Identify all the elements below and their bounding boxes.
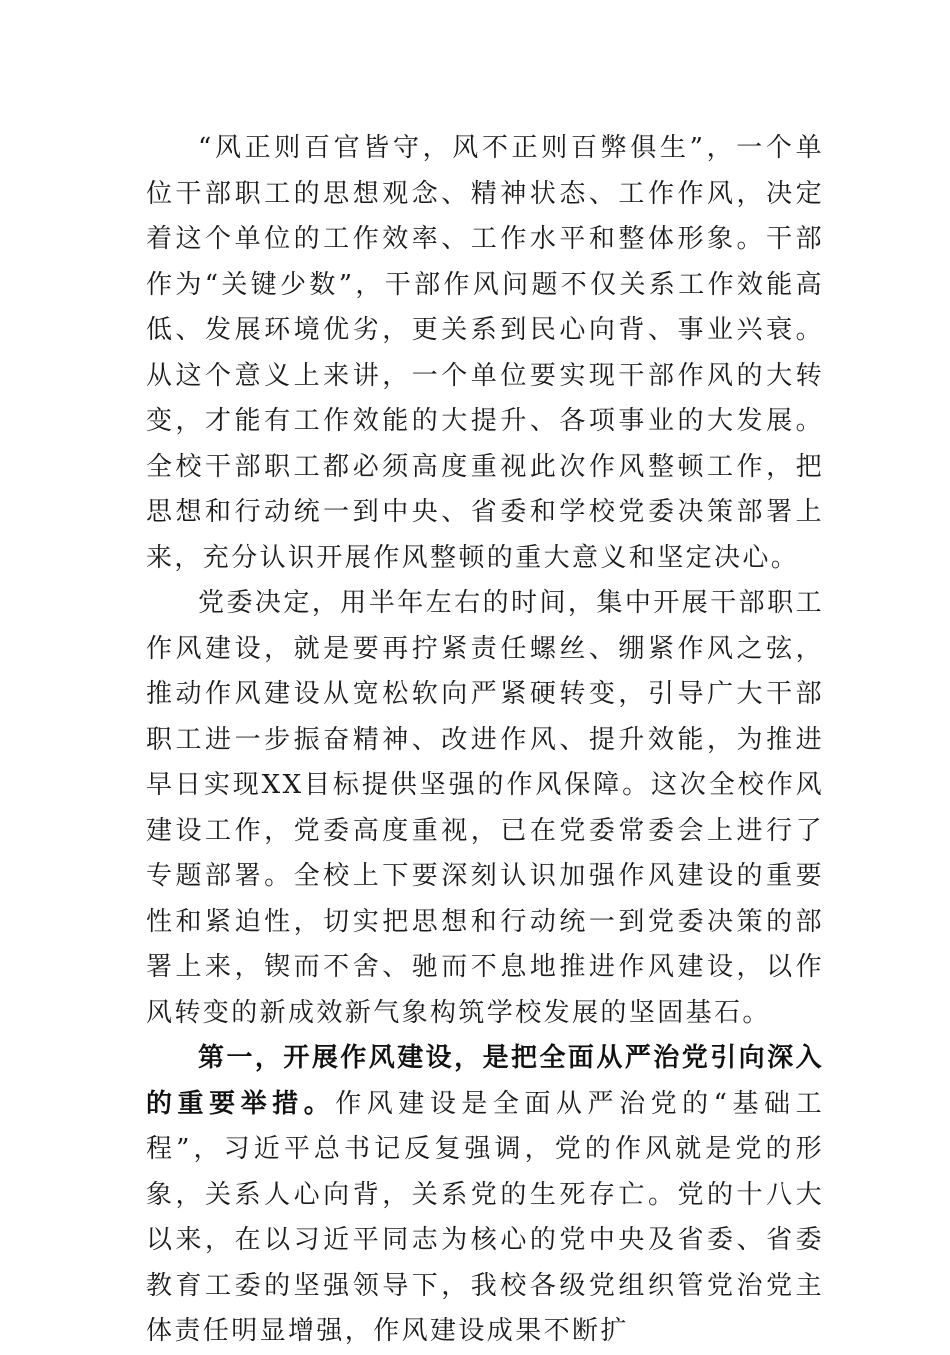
paragraph-1-text: “风正则百官皆守，风不正则百弊俱生”，一个单位干部职工的思想观念、精神状态、工作作风，决定着这个单位的工作效率、工作水平和整体形象。干部作为“关键少数”，干部作风问题不仅关系工作效能高低、发展环境优劣，更关系到民心向背、事业兴衰。从这个意义上来讲，一个单位要实现干部作风的大转变，才能有工作效能的大提升、各项事业的大发展。全校干部职工都必须高度重视此次作风整顿工作，把思想和行动统一到中央、省委和学校党委决策部署上来，充分认识开展作风整顿的重大意义和坚定决心。 xyxy=(146,133,824,573)
document-body xyxy=(146,126,824,1355)
paragraph-1 xyxy=(146,126,824,581)
paragraph-3-text: 作风建设是全面从严治党的“基础工程”，习近平总书记反复强调，党的作风就是党的形象，关系人心向背，关系党的生死存亡。党的十八大以来，在以习近平同志为核心的党中央及省委、省委教育工委的坚强领导下，我校各级党组织管党治党主体责任明显增强，作风建设成果不断扩 xyxy=(146,1088,824,1346)
paragraph-2-text: 党委决定，用半年左右的时间，集中开展干部职工作风建设，就是要再拧紧责任螺丝、绷紧作风之弦，推动作风建设从宽松软向严紧硬转变，引导广大干部职工进一步振奋精神、改进作风、提升效能，为推进早日实现XX目标提供坚强的作风保障。这次全校作风建设工作，党委高度重视，已在党委常委会上进行了专题部署。全校上下要深刻认识加强作风建设的重要性和紧迫性，切实把思想和行动统一到党委决策的部署上来，锲而不舍、驰而不息地推进作风建设，以作风转变的新成效新气象构筑学校发展的坚固基石。 xyxy=(146,588,824,1028)
paragraph-3 xyxy=(146,1036,824,1355)
paragraph-3-heading: 第一，开展作风建设，是把全面从严治党引向深入的重要举措。 xyxy=(146,1043,824,1119)
paragraph-2 xyxy=(146,581,824,1036)
